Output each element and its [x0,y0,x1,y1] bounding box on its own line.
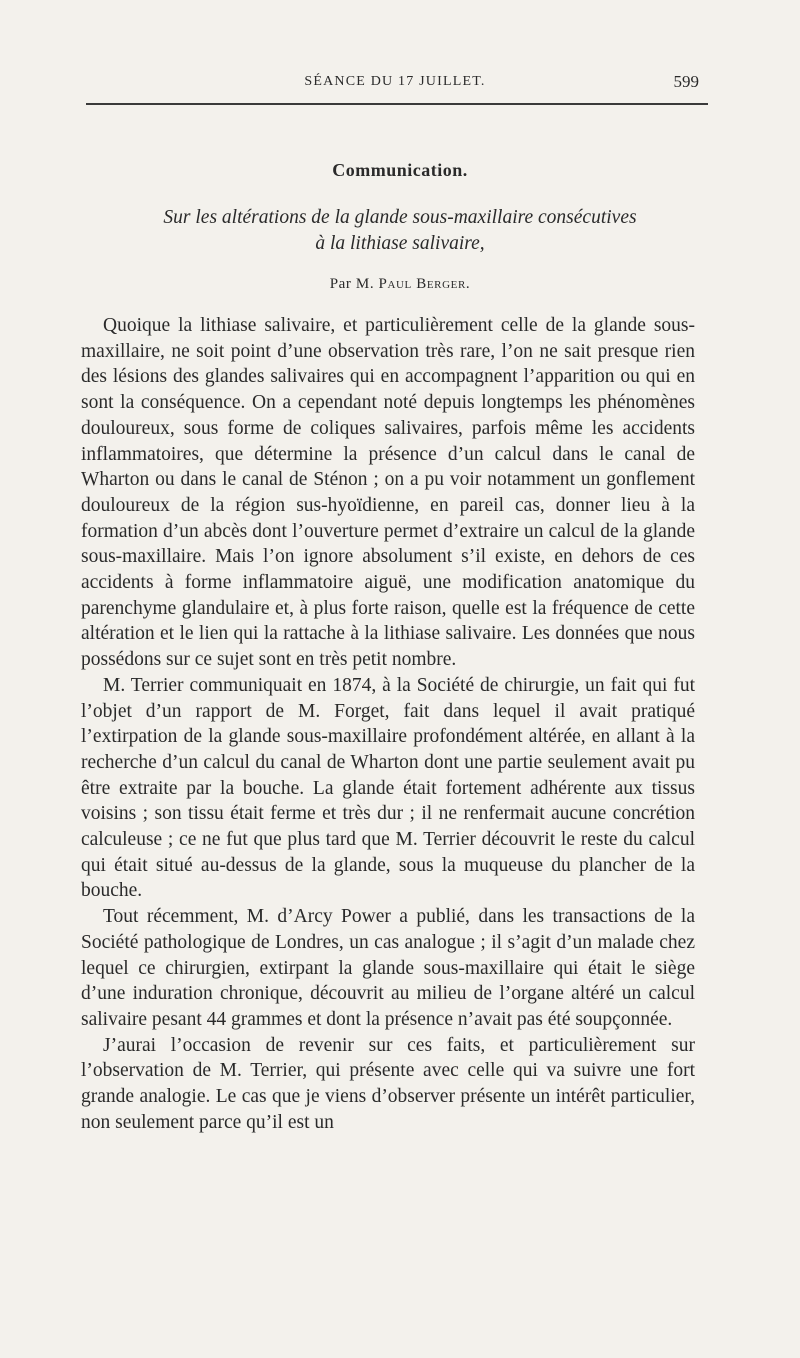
article-title-line-1: Sur les altérations de la glande sous-maxillaire consécutives [163,207,637,228]
paragraph-1: Quoique la lithiase salivaire, et particulièrement celle de la glande sous-maxillaire, ne soit point d’une observation très rare, l’on ne sait presque rien des lésions des glandes salivaires qui en accompagnent l’apparition ou qui en sont la conséquence. On a cependant noté depuis longtemps les phénomènes douloureux, sous forme de coliques salivaires, parfois même les accidents inflammatoires, que détermine la présence d’un calcul dans le canal de Wharton ou dans le canal de Sténon ; on a pu voir notamment un gonflement douloureux de la région sus-hyoïdienne, en pareil cas, donner lieu à la formation d’un abcès dont l’ouverture permet d’extraire un calcul de la glande sous-maxillaire. Mais l’on ignore absolument s’il existe, en dehors de ces accidents à forme inflammatoire aiguë, une modification anatomique du parenchyme glandulaire et, à plus forte raison, quelle est la fréquence de cette altération et le lien qui la rattache à la lithiase salivaire. Les données que nous possédons sur ce sujet sont en très petit nombre. [81,315,695,671]
paragraph-4: J’aurai l’occasion de revenir sur ces faits, et particulièrement sur l’observation de M. Terrier, qui présente avec celle qui va suivre une fort grande analogie. Le cas que je viens d’observer présente un intérêt particulier, non seulement parce qu’il est un [81,1034,695,1133]
page-number: 599 [673,72,699,91]
article-title-line-2: à la lithiase salivaire, [315,233,485,254]
paragraph-3: Tout récemment, M. d’Arcy Power a publié, dans les transactions de la Société pathologique de Londres, un cas analogue ; il s’agit d’un malade chez lequel ce chirurgien, extirpant la glande sous-maxillaire qui était le siège d’une induration chronique, découvrit au milieu de l’organe altéré un calcul salivaire pesant 44 grammes et dont la présence n’avait pas été soupçonnée. [81,906,695,1030]
section-heading: Communication. [332,160,468,180]
running-title: SÉANCE DU 17 JUILLET. [304,74,486,89]
byline [0,276,800,293]
byline-prefix: Par M. [329,276,375,292]
author-name: Paul Berger. [378,276,471,292]
running-head [85,74,705,98]
article-title [100,205,700,257]
article-body [81,313,695,1136]
header-rule [86,103,708,105]
paragraph-2: M. Terrier communiquait en 1874, à la Société de chirurgie, un fait qui fut l’objet d’un rapport de M. Forget, fait dans lequel il avait pratiqué l’extirpation de la glande sous-maxillaire profondément altérée, en allant à la recherche d’un calcul du canal de Wharton dont une partie seulement avait pu être extraite par la bouche. La glande était fortement adhérente aux tissus voisins ; son tissu était ferme et très dur ; il ne renfermait aucune concrétion calculeuse ; ce ne fut que plus tard que M. Terrier découvrit le reste du calcul qui était situé au-dessus de la glande, sous la muqueuse du plancher de la bouche. [81,674,695,902]
